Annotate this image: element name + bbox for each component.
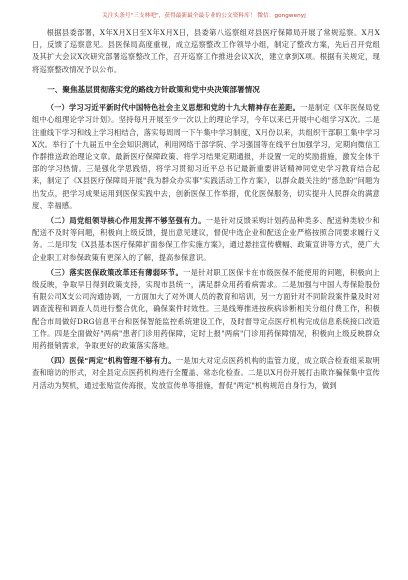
item-3-paragraph bbox=[32, 267, 380, 352]
item-1-title: （一）学习习近平新时代中国特色社会主义思想和党的十九大精神存在差距。 bbox=[46, 103, 301, 113]
item-2-title: （二）局党组领导核心作用发挥不够坚强有力。 bbox=[46, 216, 206, 226]
document-body bbox=[32, 27, 380, 392]
item-2-body: 一是针对反馈采购计划药品种类多、配送种类较少和配送不及时等问题，积极向上级反馈，提出意见建议，督促中选企业和配送企业严格按照合同要求履行义务。二是印发《X县基本医疗保障扩面参保工作实施方案》，通过悬挂宣传横幅、政策宣讲等方式，使广大企业职工对参保政策有更深入的了解，提高参保意识。 bbox=[32, 216, 380, 262]
item-4-body: 一是加大对定点医药机构的监管力度，成立联合检查组采取明查和暗访的形式，对全县定点医药机构进行全覆盖、常态化检查。二是以X月份开展打击欺诈骗保集中宣传月活动为契机，通过张贴宣传海报，发放宣传单等措施，督促"两定"机构规范自身行为，做到 bbox=[32, 356, 380, 390]
item-3-body: 一是针对职工医保卡在市级医保不能使用的问题，积极向上级反映，争取早日得到政策支持，实现市县统一，满足群众用药看病需求。二是加强与中国人寿保险股份有限公司X支公司沟通协调，一方面加大了对外调人员的教育和培训，另一方面针对不同阶段案件量及时对调查流程和调查人员进行整合优化，确保案件时效性。三是线筹推进按疾病诊断相关分组付费工作，积极配合市局做好DRG信息平台和医保智能监控系统建设工作，及时督导定点医疗机构完成信息系统接口改造工作。四是全面做好"两病"患者门诊用药保障，定时上报"两病"门诊用药保障情况，积极向上级反映群众用药报销需求，争取更好的政策落实落地。 bbox=[32, 267, 380, 351]
intro-paragraph: 根据县委部署，X年X月X日至X年X月X日，县委第八巡察组对县医疗保障局开展了常规巡察。X月X日，反馈了巡察意见。县医保局高度重视，成立巡察整改工作领导小组，制定了整改方案，先后召开党组及其扩大会议X次研究部署巡察整改工作，召开巡察工作推进会议X次，建立拿到X项。根据有关规定，现将巡察整改情况予以公布。 bbox=[32, 28, 380, 74]
item-1-paragraph bbox=[32, 102, 380, 212]
item-1-body: 一是制定《X年医保局党组中心组理论学习计划》。坚持每月开展至少一次以上的理论学习，今年以来已开展中心组学习X次。二是注重线下学习和线上学习相结合，落实每周周一下午集中学习制度，X月份以来，共组织干部职工集中学习X次。举行了十九届五中全会知识测试，利用网络干部学院、学习强国等在线平台加强学习，定期向微信工作群推送政治理论文章。最新医疗保障政策、将学习结果定期通报，并设置一定的奖励措施，激发全体干部的学习热情。三是强化学思践悟，将学习贯彻习近平总书记最新重要讲话精神同党史学习教育结合起来，制定了《X县医疗保障局开展"我为群众办实事"实践活动工作方案》，以群众最关注的"慈急盼"问题为出发点，把学习成果运用到医保实践中去，创新医保工作举措，优化医保服务，切实提升人民群众的满意度、幸福感。 bbox=[32, 103, 380, 210]
item-4-paragraph bbox=[32, 355, 380, 392]
item-2-paragraph bbox=[32, 215, 380, 264]
header-banner: 关注头条号"三支林吧"，获得最新最全最专业的公文资料库！ 微信：gongwenyj bbox=[102, 13, 306, 19]
item-3-title: （三）落实医保政策改革还有薄弱环节。 bbox=[46, 267, 184, 277]
item-4-title: （四）医保"两定"机构管理不够有力。 bbox=[46, 356, 176, 366]
section-heading: 一、聚焦基层贯彻落实党的路线方针政策和党中央决策部署情况 bbox=[47, 84, 260, 94]
